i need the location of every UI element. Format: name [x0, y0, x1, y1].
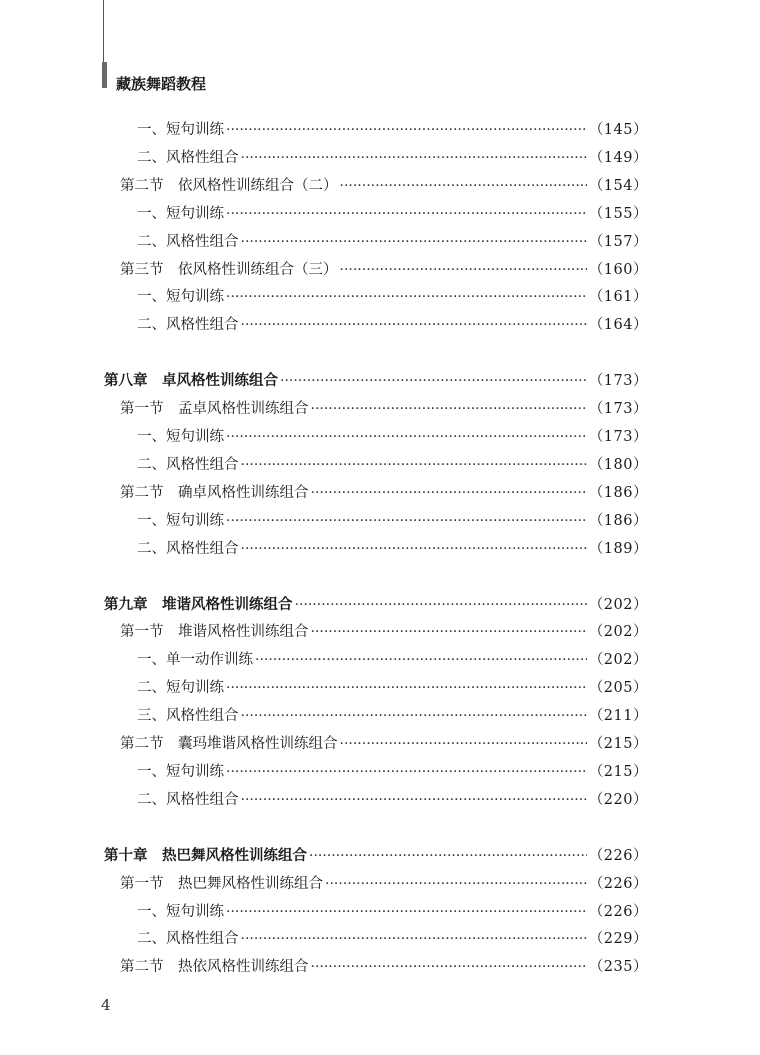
toc-entry-section[interactable]: [120, 872, 648, 896]
toc-entry-section[interactable]: [120, 732, 648, 756]
dot-leader: [226, 904, 587, 920]
toc-entry-title: 一、短句训练: [137, 122, 224, 138]
dot-leader: [226, 289, 587, 305]
toc-entry-page: （235）: [588, 959, 648, 976]
dot-leader: [325, 876, 587, 892]
dot-leader: [295, 597, 587, 613]
toc-entry-page: （160）: [588, 261, 648, 278]
toc-entry-title: 第八章 卓风格性训练组合: [104, 373, 278, 390]
header-marker-bar: [102, 62, 107, 88]
toc-entry-title: 一、短句训练: [137, 289, 224, 306]
toc-entry-title: 二、风格性组合: [137, 931, 239, 948]
toc-entry-title: 一、短句训练: [137, 903, 224, 920]
toc-entry-title: 第二节 确卓风格性训练组合: [120, 484, 309, 501]
toc-entry-section[interactable]: [120, 258, 648, 282]
dot-leader: [340, 178, 587, 194]
toc-entry-page: （226）: [588, 847, 648, 864]
toc-entry-item[interactable]: [137, 537, 648, 561]
dot-leader: [340, 736, 587, 752]
toc-entry-title: 二、风格性组合: [137, 456, 239, 473]
toc-entry-title: 第二节 热依风格性训练组合: [120, 959, 309, 976]
toc-entry-item[interactable]: [137, 313, 648, 337]
dot-leader: [255, 652, 587, 668]
toc-entry-chapter[interactable]: [104, 369, 648, 393]
dot-leader: [280, 373, 587, 389]
toc-entry-item[interactable]: [137, 453, 648, 477]
toc-entry-title: 第九章 堆谐风格性训练组合: [104, 596, 293, 613]
toc-entry-title: 一、短句训练: [137, 512, 224, 529]
toc-entry-title: 一、短句训练: [137, 763, 224, 780]
dot-leader: [226, 680, 587, 696]
dot-leader: [241, 792, 587, 808]
toc-entry-title: 一、短句训练: [137, 429, 224, 445]
toc-entry-title: 一、短句训练: [137, 205, 224, 222]
running-header-title: 藏族舞蹈教程: [116, 75, 207, 93]
toc-entry-title: 第二节 依风格性训练组合（二）: [120, 177, 338, 194]
toc-entry-page: （215）: [588, 763, 648, 780]
toc-entry-item[interactable]: [137, 118, 648, 142]
toc-entry-page: （202）: [588, 652, 648, 669]
dot-leader: [241, 457, 587, 473]
toc-entry-item[interactable]: [137, 676, 648, 700]
toc-entry-item[interactable]: [137, 648, 648, 672]
toc-entry-page: （226）: [588, 875, 648, 892]
toc-entry-title: 第一节 堆谐风格性训练组合: [120, 624, 309, 641]
dot-leader: [241, 931, 587, 947]
dot-leader: [241, 541, 587, 557]
toc-entry-title: 第二节 囊玛堆谐风格性训练组合: [120, 736, 338, 752]
toc-entry-item[interactable]: [137, 760, 648, 784]
toc-entry-item[interactable]: [137, 230, 648, 254]
toc-entry-item[interactable]: [137, 900, 648, 924]
toc-entry-item[interactable]: [137, 146, 648, 170]
toc-entry-page: （164）: [588, 317, 648, 334]
toc-entry-title: 第一节 热巴舞风格性训练组合: [120, 875, 323, 892]
toc-entry-page: （145）: [588, 122, 648, 138]
toc-entry-title: 三、风格性组合: [137, 708, 239, 725]
toc-entry-item[interactable]: [137, 704, 648, 728]
toc-entry-page: （154）: [588, 177, 648, 194]
toc-entry-page: （226）: [588, 903, 648, 920]
toc-entry-title: 第十章 热巴舞风格性训练组合: [104, 847, 307, 864]
toc-entry-chapter[interactable]: [104, 593, 648, 617]
dot-leader: [311, 959, 587, 975]
toc-entry-page: （149）: [588, 149, 648, 166]
dot-leader: [309, 848, 587, 864]
toc-entry-page: （202）: [588, 624, 648, 641]
toc-entry-section[interactable]: [120, 397, 648, 421]
toc-entry-title: 二、风格性组合: [137, 233, 239, 250]
toc-entry-item[interactable]: [137, 285, 648, 309]
toc-entry-page: （161）: [588, 289, 648, 306]
dot-leader: [311, 624, 587, 640]
dot-leader: [226, 764, 587, 780]
dot-leader: [311, 485, 587, 501]
toc-entry-item[interactable]: [137, 788, 648, 812]
toc-entry-page: （157）: [588, 233, 648, 250]
dot-leader: [226, 206, 587, 222]
dot-leader: [241, 150, 587, 166]
toc-entry-title: 二、风格性组合: [137, 149, 239, 166]
toc-entry-page: （211）: [588, 708, 648, 725]
dot-leader: [241, 708, 587, 724]
toc-entry-page: （215）: [588, 736, 648, 752]
toc-entry-title: 二、风格性组合: [137, 540, 239, 557]
toc-entry-page: （205）: [588, 680, 648, 697]
dot-leader: [241, 234, 587, 250]
toc-entry-chapter[interactable]: [104, 844, 648, 868]
toc-entry-title: 第一节 孟卓风格性训练组合: [120, 401, 309, 418]
toc-entry-page: （186）: [588, 484, 648, 501]
toc-entry-section[interactable]: [120, 620, 648, 644]
dot-leader: [311, 401, 587, 417]
toc-entry-title: 二、风格性组合: [137, 317, 239, 334]
toc-entry-title: 第三节 依风格性训练组合（三）: [120, 261, 338, 278]
toc-entry-page: （189）: [588, 540, 648, 557]
toc-entry-page: （173）: [588, 429, 648, 445]
toc-entry-page: （173）: [588, 373, 648, 390]
page-number: 4: [101, 996, 111, 1014]
toc-entry-section[interactable]: [120, 481, 648, 505]
toc-entry-page: （173）: [588, 401, 648, 418]
dot-leader: [241, 317, 587, 333]
toc-entry-item[interactable]: [137, 927, 648, 951]
toc-entry-title: 一、单一动作训练: [137, 652, 253, 669]
toc-entry-page: （220）: [588, 791, 648, 808]
dot-leader: [226, 122, 587, 138]
toc-entry-page: （186）: [588, 512, 648, 529]
toc-entry-item[interactable]: [137, 509, 648, 533]
toc-entry-item[interactable]: [137, 202, 648, 226]
toc-entry-page: （180）: [588, 456, 648, 473]
toc-entry-page: （202）: [588, 596, 648, 613]
toc-entry-item[interactable]: [137, 425, 648, 449]
toc-entry-section[interactable]: [120, 174, 648, 198]
toc-entry-page: （155）: [588, 205, 648, 222]
dot-leader: [226, 429, 587, 445]
toc-entry-page: （229）: [588, 931, 648, 948]
header-rule-line: [103, 0, 104, 62]
toc-entry-section[interactable]: [120, 955, 648, 979]
dot-leader: [226, 513, 587, 529]
toc-entry-title: 二、风格性组合: [137, 791, 239, 808]
dot-leader: [340, 262, 587, 278]
toc-entry-title: 二、短句训练: [137, 680, 224, 697]
